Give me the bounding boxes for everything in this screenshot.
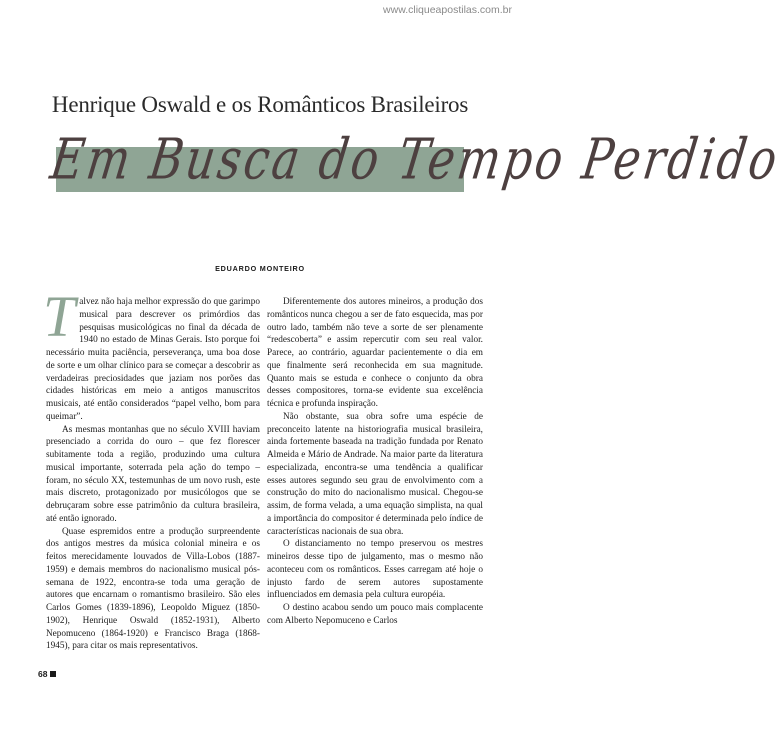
paragraph xyxy=(43,284,260,424)
left-column xyxy=(43,284,260,653)
paragraph: O destino acabou sendo um pouco mais complacente com Alberto Nepomuceno e Carlos xyxy=(267,603,483,626)
paragraph: Quase espremidos entre a produção surpreendente dos antigos mestres da música colonial mineira e os feitos merecidamente louvados de Villa-Lobos (1887-1959) e demais membros do nacionalismo musical pós-semana de 1922, encontra-se toda uma geração de autores que encarnam o romantismo brasileiro. São eles Carlos Gomes (1839-1896), Leopoldo Miguez (1850-1902), Henrique Oswald (1852-1931), Alberto Nepomuceno (1864-1920) e Francisco Braga (1868-1945), para citar os mais representativos. xyxy=(46,526,260,652)
article-title: Henrique Oswald e os Românticos Brasileiros xyxy=(51,92,469,117)
page-number xyxy=(38,669,56,679)
paragraph: O distanciamento no tempo preservou os mestres mineiros desse tipo de julgamento, mas o mesmo não aconteceu com os românticos. Esses carregam até hoje o injusto fardo de serem autores supostamente influenciados em demasia pela cultura européia. xyxy=(267,539,483,601)
paragraph: As mesmas montanhas que no século XVIII haviam presenciado a corrida do ouro – que fez florescer subitamente toda a região, produzindo uma cultura musical importante, soterrada pela ação do tempo – foram, no século XX, testemunhas de um novo rush, este mais discreto, protagonizado por musicólogos que se debruçaram sobre esse patrimônio da cultura brasileira, até então ignorado. xyxy=(46,424,260,524)
paragraph-text: alvez não haja melhor expressão do que garimpo musical para descrever os primórdios das pesquisas musicológicas no final da década de 1940 no estado de Minas Gerais. Isto porque foi necessário muita paciência, perseverança, uma boa dose de sorte e um olhar clínico para se começar a descobrir as verdadeiras preciosidades que jaziam nos porões das cidades históricas em meio a antigos manuscritos musicais, até então considerados “papel velho, bom para queimar”. xyxy=(46,297,260,422)
page-number-text: 68 xyxy=(38,669,48,679)
article-author: EDUARDO MONTEIRO xyxy=(215,264,305,273)
paragraph: Diferentemente dos autores mineiros, a produção dos românticos nunca chegou a ser de fato esquecida, mas por outro lado, também não teve a sorte de ser plenamente “redescoberta” e assim repercutir com seu real valor. Parece, ao contrário, aguardar pacientemente o dia em que finalmente será reconhecida em sua magnitude. Quanto mais se estuda e conhece o conjunto da obra desses compositores, torna-se evidente sua excelência técnica e profunda inspiração. xyxy=(267,297,483,409)
right-column xyxy=(267,296,483,628)
article-subtitle: Em Busca do Tempo Perdido xyxy=(46,126,784,193)
paragraph: Não obstante, sua obra sofre uma espécie de preconceito latente na historiografia musical brasileira, ainda fortemente baseada na tradição fundada por Renato Almeida e Mário de Andrade. Na maior parte da literatura especializada, encontra-se uma tendência a qualificar esses autores segundo seu grau de envolvimento com a construção do mito do nacionalismo musical. Chegou-se assim, de forma velada, a uma equação simplista, na qual a importância do compositor é determinada pelo índice de características nacionais de sua obra. xyxy=(267,411,483,537)
drop-cap: T xyxy=(43,284,76,349)
square-icon xyxy=(50,671,56,677)
site-url[interactable]: www.cliqueapostilas.com.br xyxy=(383,4,512,16)
